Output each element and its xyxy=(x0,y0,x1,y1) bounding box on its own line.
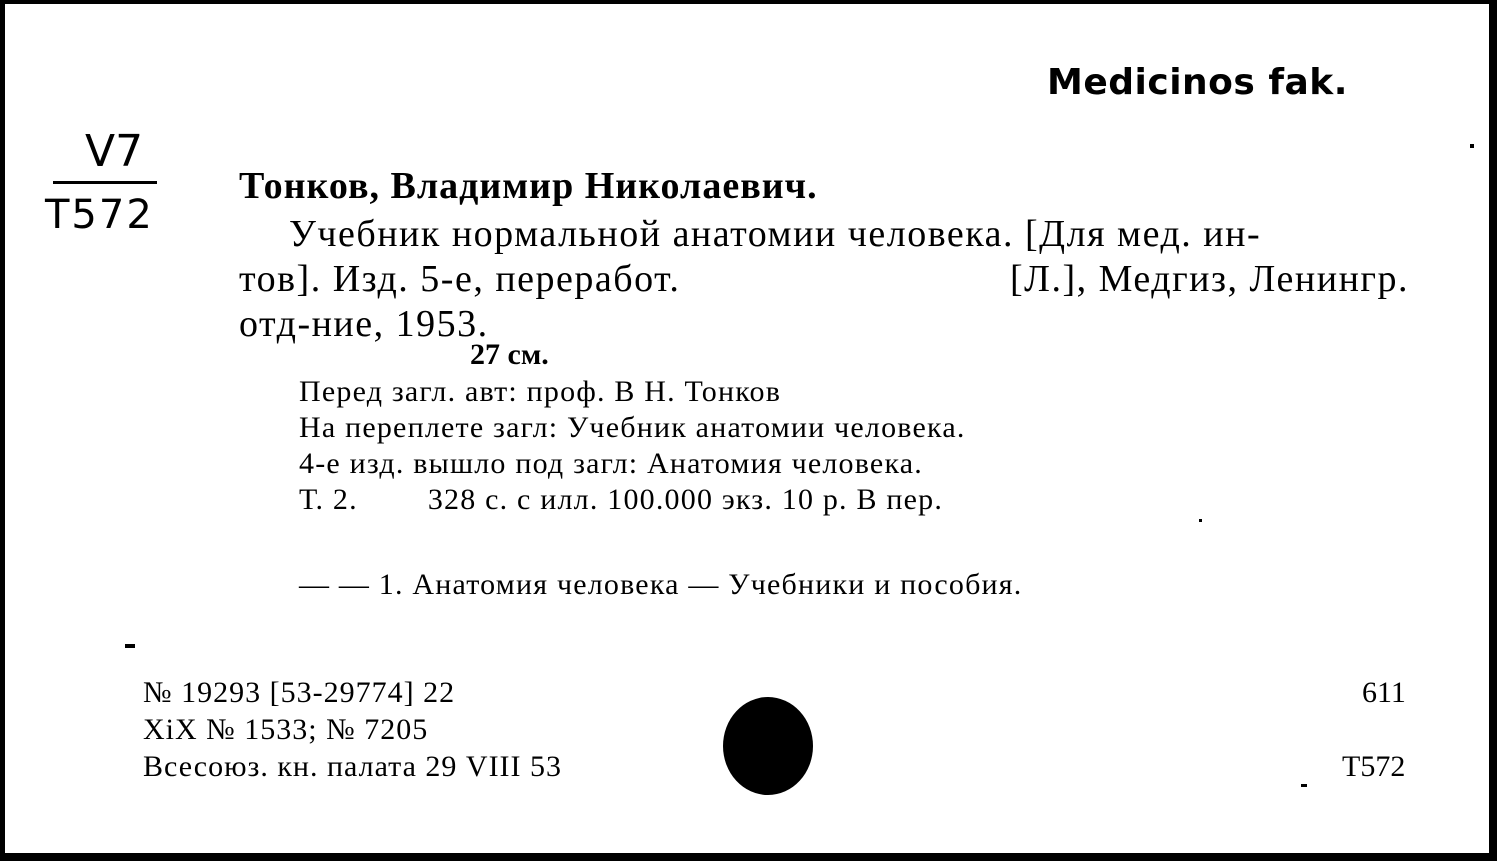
registration-line-2: XiX № 1533; № 7205 xyxy=(143,713,429,746)
speck xyxy=(125,644,135,648)
faculty-stamp: Medicinos fak. xyxy=(1047,62,1348,103)
note-binding-title: На переплете загл: Учебник анатомии человека. xyxy=(299,411,966,444)
subject-heading: — — 1. Анатомия человека — Учебники и пособия. xyxy=(299,568,1023,601)
speck xyxy=(1301,784,1307,787)
imprint: [Л.], Медгиз, Ленингр. xyxy=(1010,258,1409,300)
collation-volume: Т. 2. xyxy=(299,483,358,516)
shelfmark-divider xyxy=(53,181,157,184)
title-line-2 xyxy=(239,257,1409,302)
title-description xyxy=(239,212,1409,347)
speck xyxy=(1470,144,1474,148)
registration-line-3: Всесоюз. кн. палата 29 VIII 53 xyxy=(143,750,563,783)
author-heading: Тонков, Владимир Николаевич. xyxy=(239,165,818,207)
shelfmark-bottom: T572 xyxy=(45,192,154,238)
collation-details: 328 с. с илл. 100.000 экз. 10 р. В пер. xyxy=(427,483,944,516)
registration-block xyxy=(143,674,562,785)
title-line-3: отд-ние, 1953. xyxy=(239,303,489,345)
punch-hole xyxy=(723,697,813,795)
note-previous-edition: 4-е изд. вышло под загл: Анатомия человека. xyxy=(299,447,923,480)
size-note: 27 см. xyxy=(470,338,549,371)
title-line-1: Учебник нормальной анатомии человека. [Для мед. ин- xyxy=(289,213,1262,255)
notes-block xyxy=(299,374,966,518)
shelfmark-top: V7 xyxy=(85,126,144,177)
registration-line-1: № 19293 [53-29774] 22 xyxy=(143,676,456,709)
classification-code: Т572 xyxy=(1342,750,1406,783)
classification-number: 611 xyxy=(1362,676,1406,709)
speck xyxy=(1199,519,1202,522)
collation-line xyxy=(299,482,966,518)
title-line-2-left: тов]. Изд. 5-е, переработ. xyxy=(239,258,681,300)
catalog-card xyxy=(5,4,1489,853)
note-author: Перед загл. авт: проф. В Н. Тонков xyxy=(299,375,782,408)
